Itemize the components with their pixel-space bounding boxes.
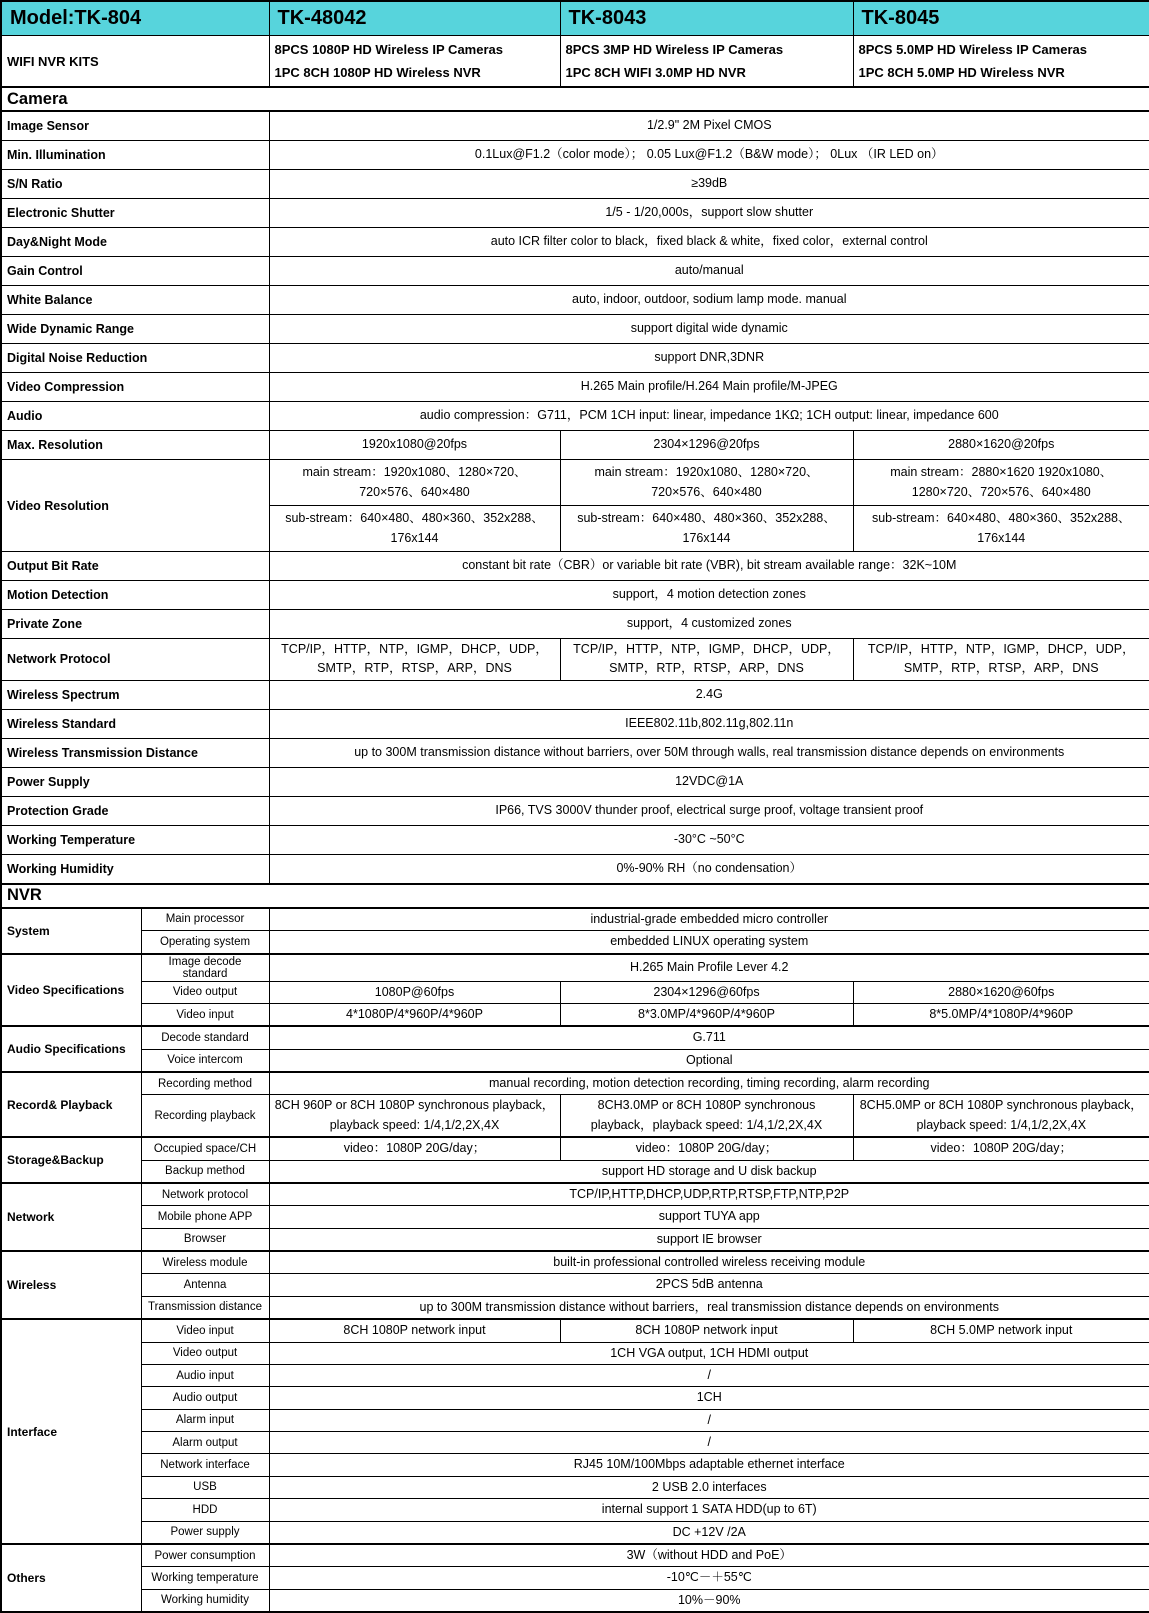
spec-value: 8CH 960P or 8CH 1080P synchronous playback，playback speed: 1/4,1/2,2X,4X xyxy=(269,1095,560,1137)
spec-sublabel: Operating system xyxy=(141,931,269,954)
spec-value: 0%-90% RH（no condensation） xyxy=(269,854,1149,884)
spec-label: Video Compression xyxy=(1,373,269,402)
spec-sublabel: Backup method xyxy=(141,1160,269,1183)
spec-value: support IE browser xyxy=(269,1228,1149,1251)
spec-value: video：1080P 20G/day； xyxy=(853,1137,1149,1160)
spec-group-label: Storage&Backup xyxy=(1,1137,141,1183)
spec-label: White Balance xyxy=(1,286,269,315)
spec-value: 1CH VGA output, 1CH HDMI output xyxy=(269,1342,1149,1364)
spec-label: Working Temperature xyxy=(1,825,269,854)
spec-sublabel: Wireless module xyxy=(141,1251,269,1274)
spec-value: support，4 motion detection zones xyxy=(269,581,1149,610)
spec-group-label: Audio Specifications xyxy=(1,1026,141,1072)
spec-value: RJ45 10M/100Mbps adaptable ethernet interface xyxy=(269,1454,1149,1476)
spec-group-label: System xyxy=(1,908,141,954)
spec-value: TCP/IP，HTTP，NTP，IGMP，DHCP，UDP，SMTP，RTP，RTSP，ARP，DNS xyxy=(269,639,560,681)
spec-value: 1/2.9" 2M Pixel CMOS xyxy=(269,111,1149,141)
spec-value: 8CH 1080P network input xyxy=(560,1319,853,1342)
spec-value: / xyxy=(269,1432,1149,1454)
spec-value: 4*1080P/4*960P/4*960P xyxy=(269,1003,560,1026)
spec-value: 8CH3.0MP or 8CH 1080P synchronous playback，playback speed: 1/4,1/2,2X,4X xyxy=(560,1095,853,1137)
spec-sublabel: Power consumption xyxy=(141,1544,269,1567)
spec-value: 8CH 5.0MP network input xyxy=(853,1319,1149,1342)
spec-value: internal support 1 SATA HDD(up to 6T) xyxy=(269,1499,1149,1521)
spec-value: auto, indoor, outdoor, sodium lamp mode. manual xyxy=(269,286,1149,315)
spec-label: Working Humidity xyxy=(1,854,269,884)
spec-label: Gain Control xyxy=(1,257,269,286)
spec-label: Audio xyxy=(1,402,269,431)
spec-sublabel: Video output xyxy=(141,981,269,1003)
spec-sublabel: Recording playback xyxy=(141,1095,269,1137)
spec-sublabel: Audio input xyxy=(141,1364,269,1386)
spec-value: video：1080P 20G/day； xyxy=(269,1137,560,1160)
spec-sublabel: Occupied space/CH xyxy=(141,1137,269,1160)
spec-value: / xyxy=(269,1364,1149,1386)
spec-label: Wireless Spectrum xyxy=(1,680,269,709)
spec-sublabel: Mobile phone APP xyxy=(141,1206,269,1228)
spec-value: IP66, TVS 3000V thunder proof, electrical surge proof, voltage transient proof xyxy=(269,796,1149,825)
spec-value: 1920x1080@20fps xyxy=(269,431,560,460)
spec-value: support DNR,3DNR xyxy=(269,344,1149,373)
spec-label: S/N Ratio xyxy=(1,170,269,199)
spec-value: auto ICR filter color to black，fixed black & white，fixed color，external control xyxy=(269,228,1149,257)
spec-value: 1080P@60fps xyxy=(269,981,560,1003)
spec-label: Digital Noise Reduction xyxy=(1,344,269,373)
spec-value: 8CH 1080P network input xyxy=(269,1319,560,1342)
spec-value: up to 300M transmission distance without barriers, over 50M through walls, real transmission distance depends on environments xyxy=(269,738,1149,767)
spec-label: Image Sensor xyxy=(1,111,269,141)
spec-label: Electronic Shutter xyxy=(1,199,269,228)
spec-value: 10%－90% xyxy=(269,1589,1149,1612)
spec-value: up to 300M transmission distance without barriers，real transmission distance depends on environments xyxy=(269,1296,1149,1319)
spec-value: main stream：2880×1620 1920x1080、1280×720、720×576、640×480 xyxy=(853,460,1149,506)
spec-group-label: Record& Playback xyxy=(1,1072,141,1137)
spec-sublabel: Image decode standard xyxy=(141,954,269,982)
spec-sublabel: Power supply xyxy=(141,1521,269,1544)
spec-value: TCP/IP,HTTP,DHCP,UDP,RTP,RTSP,FTP,NTP,P2P xyxy=(269,1183,1149,1206)
spec-value: / xyxy=(269,1409,1149,1431)
spec-value: main stream：1920x1080、1280×720、720×576、640×480 xyxy=(269,460,560,506)
spec-group-label: Video Specifications xyxy=(1,954,141,1027)
spec-group-label: Interface xyxy=(1,1319,141,1544)
spec-value: G.711 xyxy=(269,1026,1149,1049)
spec-sublabel: Network protocol xyxy=(141,1183,269,1206)
spec-label: Network Protocol xyxy=(1,639,269,681)
spec-value: support digital wide dynamic xyxy=(269,315,1149,344)
spec-sublabel: Working humidity xyxy=(141,1589,269,1612)
spec-value: TCP/IP，HTTP，NTP，IGMP，DHCP，UDP，SMTP，RTP，RTSP，ARP，DNS xyxy=(853,639,1149,681)
spec-value: 8CH5.0MP or 8CH 1080P synchronous playback，playback speed: 1/4,1/2,2X,4X xyxy=(853,1095,1149,1137)
spec-group-label: Others xyxy=(1,1544,141,1612)
spec-value: 2880×1620@60fps xyxy=(853,981,1149,1003)
spec-sublabel: Voice intercom xyxy=(141,1049,269,1072)
spec-label: Video Resolution xyxy=(1,460,269,552)
spec-sublabel: Video input xyxy=(141,1319,269,1342)
spec-value: 2 USB 2.0 interfaces xyxy=(269,1476,1149,1498)
kits-label-cell: WIFI NVR KITS xyxy=(1,36,269,88)
spec-sublabel: Video input xyxy=(141,1003,269,1026)
spec-value: 2304×1296@20fps xyxy=(560,431,853,460)
spec-sublabel: Antenna xyxy=(141,1274,269,1296)
spec-value: 0.1Lux@F1.2（color mode）； 0.05 Lux@F1.2（B&W mode）； 0Lux （IR LED on） xyxy=(269,141,1149,170)
spec-value: support，4 customized zones xyxy=(269,610,1149,639)
model-header-cell: TK-8043 xyxy=(560,1,853,36)
spec-value: 3W（without HDD and PoE） xyxy=(269,1544,1149,1567)
spec-label: Max. Resolution xyxy=(1,431,269,460)
spec-label: Min. Illumination xyxy=(1,141,269,170)
spec-label: Wireless Transmission Distance xyxy=(1,738,269,767)
spec-value: sub-stream：640×480、480×360、352x288、176x144 xyxy=(853,506,1149,552)
spec-value: built-in professional controlled wireless receiving module xyxy=(269,1251,1149,1274)
spec-value: ≥39dB xyxy=(269,170,1149,199)
model-header-cell: TK-48042 xyxy=(269,1,560,36)
spec-label: Output Bit Rate xyxy=(1,552,269,581)
spec-label: Motion Detection xyxy=(1,581,269,610)
spec-group-label: Wireless xyxy=(1,1251,141,1319)
spec-value: -30°C ~50°C xyxy=(269,825,1149,854)
spec-sublabel: Audio output xyxy=(141,1387,269,1409)
spec-value: TCP/IP，HTTP，NTP，IGMP，DHCP，UDP，SMTP，RTP，RTSP，ARP，DNS xyxy=(560,639,853,681)
spec-value: Optional xyxy=(269,1049,1149,1072)
section-header-nvr: NVR xyxy=(1,884,1149,908)
spec-value: industrial-grade embedded micro controller xyxy=(269,908,1149,931)
kit-description-cell: 8PCS 3MP HD Wireless IP Cameras 1PC 8CH WIFI 3.0MP HD NVR xyxy=(560,36,853,88)
spec-value: embedded LINUX operating system xyxy=(269,931,1149,954)
spec-value: 8*3.0MP/4*960P/4*960P xyxy=(560,1003,853,1026)
section-header-camera: Camera xyxy=(1,87,1149,111)
spec-sublabel: Recording method xyxy=(141,1072,269,1095)
spec-value: 8*5.0MP/4*1080P/4*960P xyxy=(853,1003,1149,1026)
spec-sublabel: HDD xyxy=(141,1499,269,1521)
spec-value: 1/5 - 1/20,000s，support slow shutter xyxy=(269,199,1149,228)
spec-label: Wireless Standard xyxy=(1,709,269,738)
spec-sublabel: Network interface xyxy=(141,1454,269,1476)
spec-label: Power Supply xyxy=(1,767,269,796)
spec-sublabel: Alarm output xyxy=(141,1432,269,1454)
spec-value: support TUYA app xyxy=(269,1206,1149,1228)
spec-sublabel: USB xyxy=(141,1476,269,1498)
spec-value: sub-stream：640×480、480×360、352x288、176x144 xyxy=(560,506,853,552)
spec-value: 2880×1620@20fps xyxy=(853,431,1149,460)
spec-label: Wide Dynamic Range xyxy=(1,315,269,344)
spec-value: manual recording, motion detection recording, timing recording, alarm recording xyxy=(269,1072,1149,1095)
spec-value: main stream：1920x1080、1280×720、720×576、640×480 xyxy=(560,460,853,506)
spec-sublabel: Decode standard xyxy=(141,1026,269,1049)
spec-sublabel: Alarm input xyxy=(141,1409,269,1431)
spec-value: 2.4G xyxy=(269,680,1149,709)
spec-value: sub-stream：640×480、480×360、352x288、176x144 xyxy=(269,506,560,552)
model-header-cell: TK-8045 xyxy=(853,1,1149,36)
kit-description-cell: 8PCS 1080P HD Wireless IP Cameras 1PC 8CH 1080P HD Wireless NVR xyxy=(269,36,560,88)
spec-sublabel: Main processor xyxy=(141,908,269,931)
spec-value: auto/manual xyxy=(269,257,1149,286)
spec-label: Protection Grade xyxy=(1,796,269,825)
spec-value: video：1080P 20G/day； xyxy=(560,1137,853,1160)
spec-label: Private Zone xyxy=(1,610,269,639)
spec-sublabel: Video output xyxy=(141,1342,269,1364)
spec-value: 12VDC@1A xyxy=(269,767,1149,796)
spec-value: 1CH xyxy=(269,1387,1149,1409)
spec-group-label: Network xyxy=(1,1183,141,1251)
spec-value: DC +12V /2A xyxy=(269,1521,1149,1544)
spec-label: Day&Night Mode xyxy=(1,228,269,257)
spec-value: support HD storage and U disk backup xyxy=(269,1160,1149,1183)
kit-description-cell: 8PCS 5.0MP HD Wireless IP Cameras 1PC 8CH 5.0MP HD Wireless NVR xyxy=(853,36,1149,88)
spec-value: audio compression：G711，PCM 1CH input: linear, impedance 1KΩ; 1CH output: linear, impedance 600 xyxy=(269,402,1149,431)
spec-value: IEEE802.11b,802.11g,802.11n xyxy=(269,709,1149,738)
spec-value: 2PCS 5dB antenna xyxy=(269,1274,1149,1296)
spec-value: H.265 Main profile/H.264 Main profile/M-JPEG xyxy=(269,373,1149,402)
spec-sublabel: Working temperature xyxy=(141,1567,269,1589)
spec-value: -10℃－＋55℃ xyxy=(269,1567,1149,1589)
spec-value: constant bit rate（CBR）or variable bit rate (VBR), bit stream available range：32K~10M xyxy=(269,552,1149,581)
model-header-cell: Model:TK-804 xyxy=(1,1,269,36)
spec-sublabel: Transmission distance xyxy=(141,1296,269,1319)
spec-value: 2304×1296@60fps xyxy=(560,981,853,1003)
spec-value: H.265 Main Profile Lever 4.2 xyxy=(269,954,1149,982)
spec-sublabel: Browser xyxy=(141,1228,269,1251)
